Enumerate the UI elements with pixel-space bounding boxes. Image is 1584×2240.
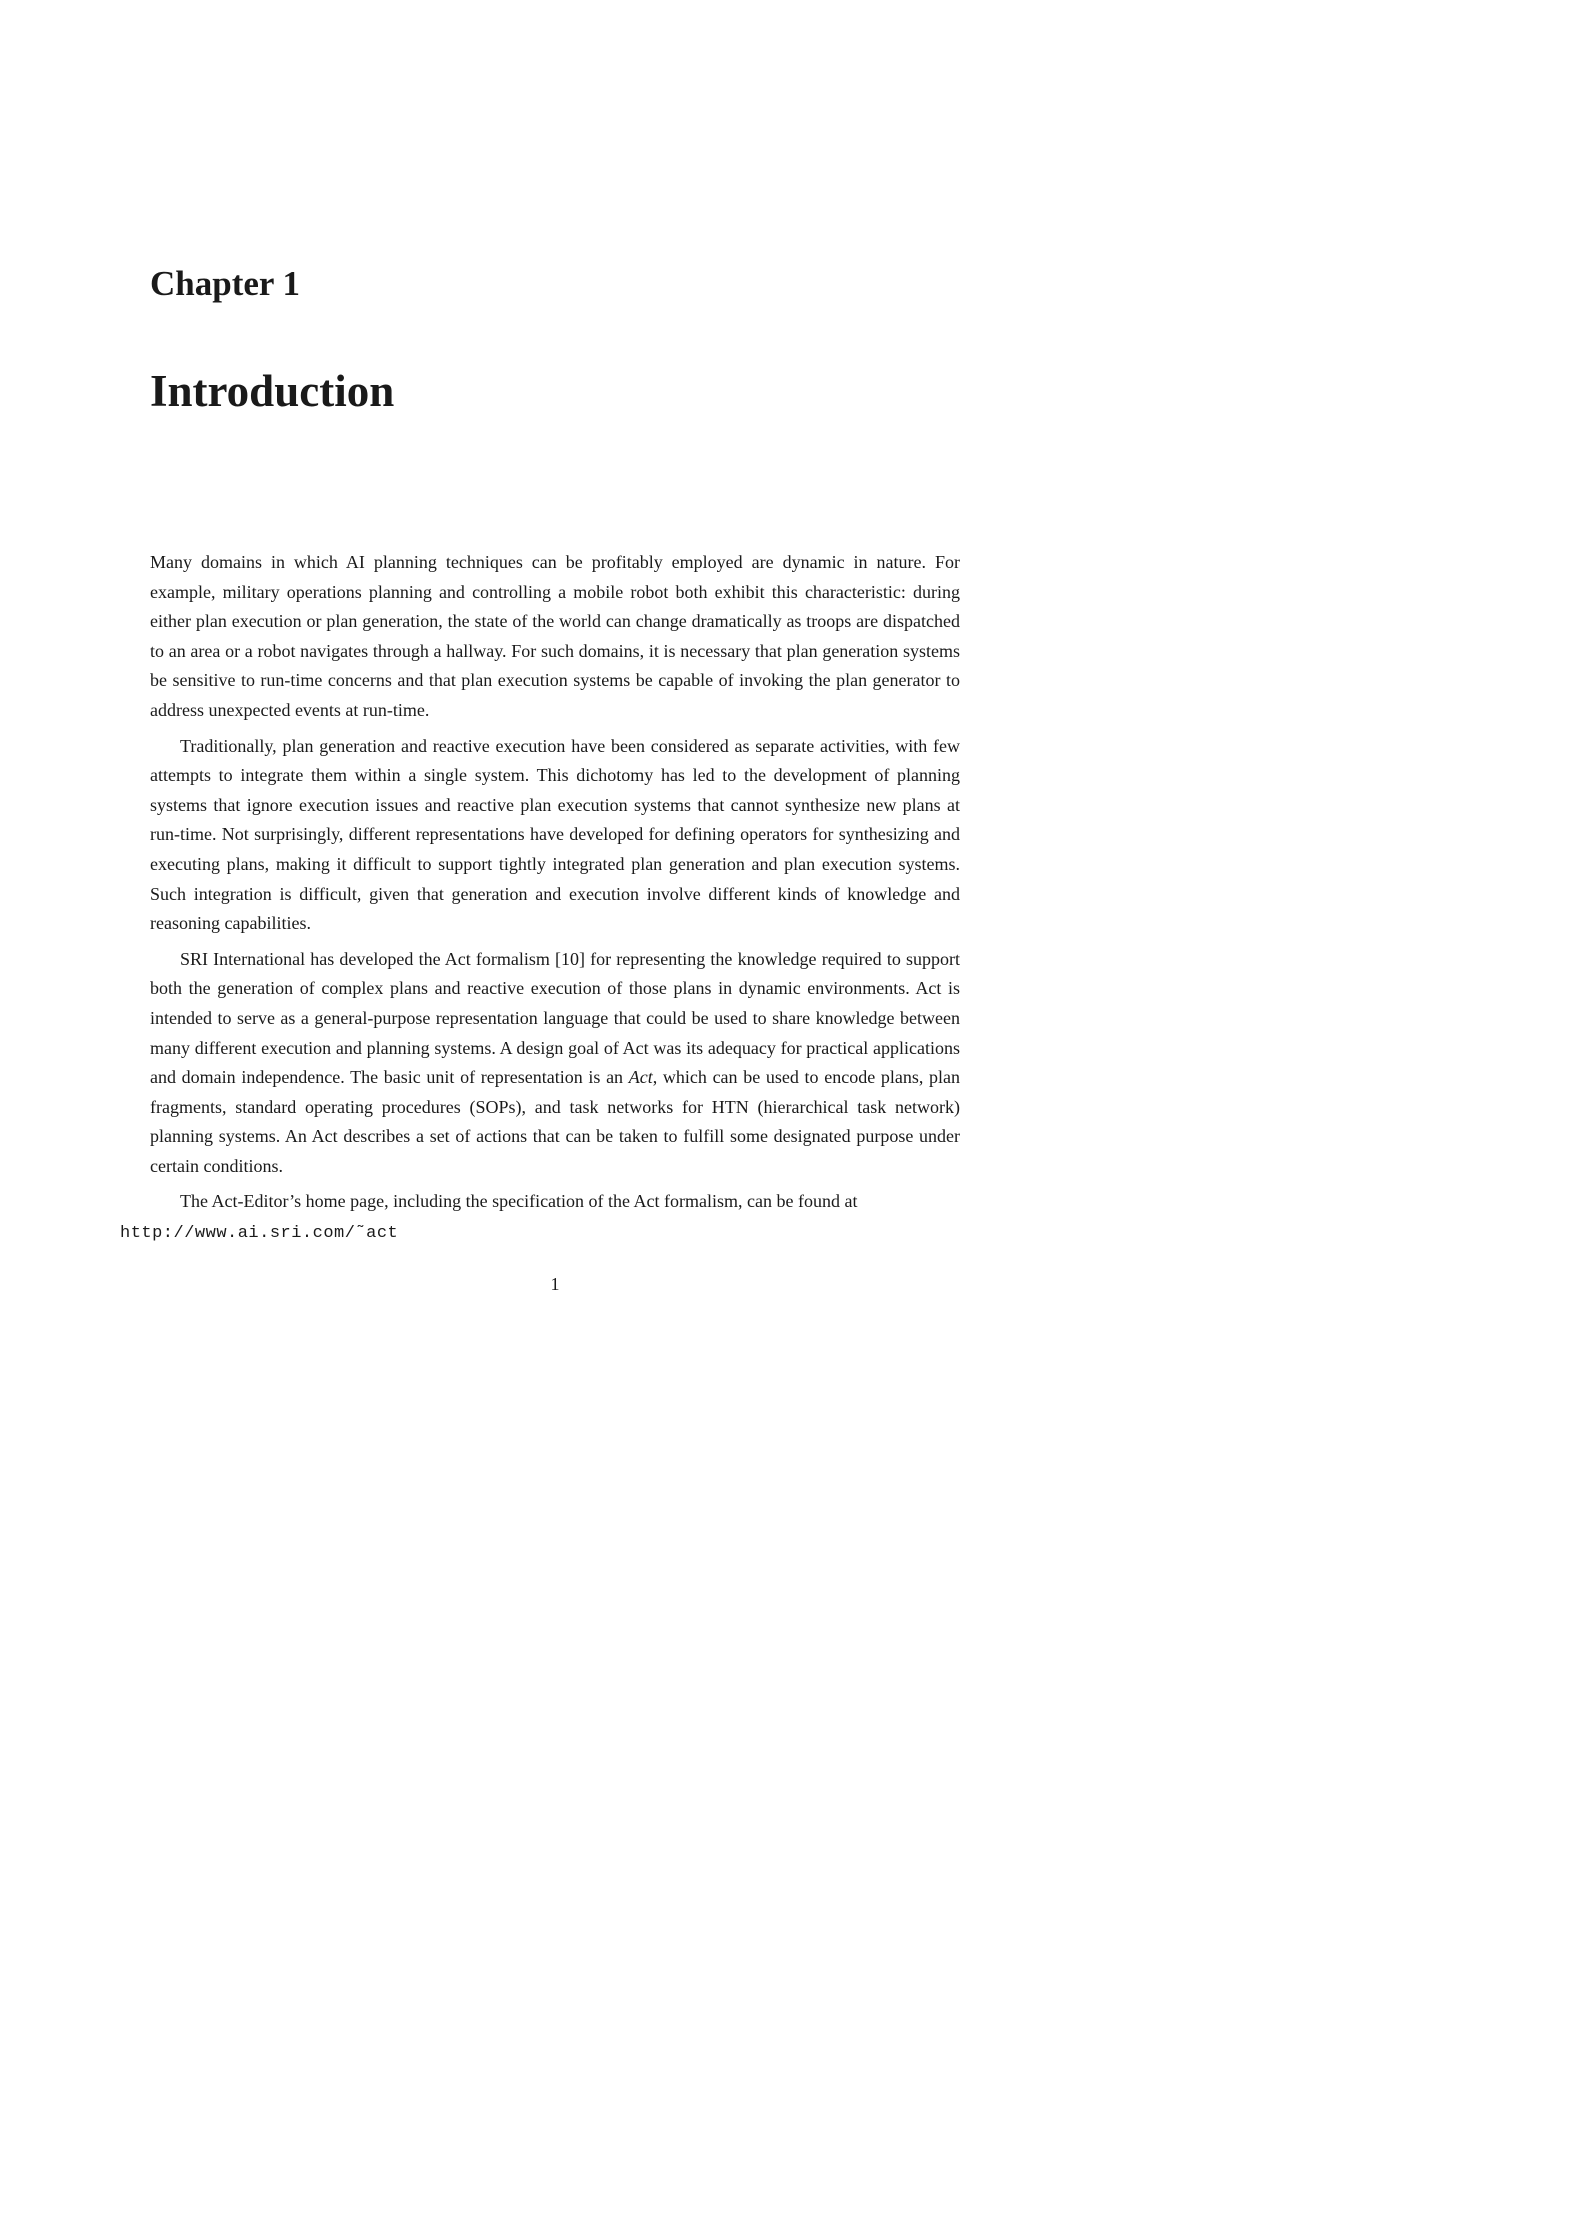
paragraph-4 <box>120 1187 960 1248</box>
page-number: 1 <box>550 1274 560 1294</box>
chapter-title: Introduction <box>150 366 395 416</box>
paragraph-3 <box>150 945 960 1182</box>
body-text <box>120 548 961 1249</box>
paragraph-1: Many domains in which AI planning techniques can be profitably employed are dynamic in nature. For example, military operations planning and controlling a mobile robot both exhibit this characteristic: during either plan execution or plan generation, the state of the world can change dramatically as troops are dispatched to an area or a robot navigates through a hallway. For such domains, it is necessary that plan generation systems be sensitive to run-time concerns and that plan execution systems be capable of invoking the plan generator to address unexpected events at run-time. <box>150 552 960 720</box>
chapter-label: Chapter 1 <box>150 264 301 303</box>
homepage-url: http://www.ai.sri.com/˜act <box>120 1224 399 1244</box>
paragraph-4-text: The Act-Editor’s home page, including the specification of the Act formalism, can be found at <box>180 1191 858 1212</box>
act-term: Act <box>628 1067 653 1088</box>
paragraph-2: Traditionally, plan generation and reactive execution have been considered as separate activities, with few attempts to integrate them within a single system. This dichotomy has led to the development of planning systems that ignore execution issues and reactive plan execution systems that cannot synthesize new plans at run-time. Not surprisingly, different representations have developed for defining operators for synthesizing and executing plans, making it difficult to support tightly integrated plan generation and plan execution systems. Such integration is difficult, given that generation and execution involve different kinds of knowledge and reasoning capabilities. <box>150 735 960 934</box>
paragraph-3-text-b: , which can be used to encode plans, plan fragments, standard operating procedures (SOPs), and task networks for HTN (hierarchical task network) planning systems. An Act describes a set of actions that can be taken to fulfill some designated purpose under certain conditions. <box>150 1067 961 1176</box>
paragraph-3-text-a: SRI International has developed the Act formalism [10] for representing the knowledge required to support both the generation of complex plans and reactive execution of those plans in dynamic environments. Act is intended to serve as a general-purpose representation language that could be used to share knowledge between many different execution and planning systems. A design goal of Act was its adequacy for practical applications and domain independence. The basic unit of representation is an <box>150 948 960 1088</box>
